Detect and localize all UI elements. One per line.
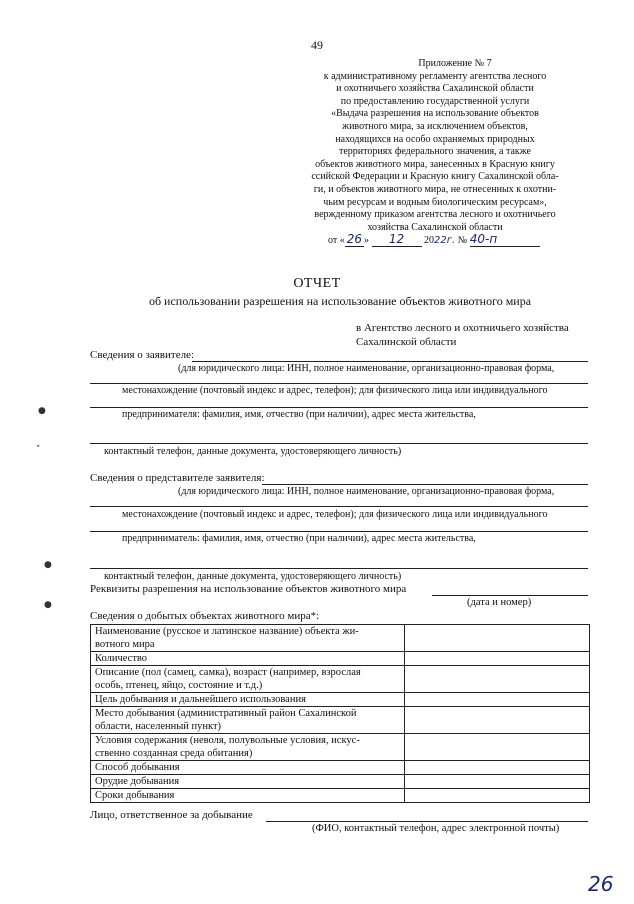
- table-cell-label: Сроки добывания: [91, 789, 405, 803]
- date-month-handwritten: 12: [372, 232, 422, 247]
- permit-label: Реквизиты разрешения на использование объектов животного мира: [90, 583, 407, 595]
- annex-line: ги, и объектов животного мира, не отнесенных к охотни-: [313, 183, 557, 195]
- table-cell-label: Орудие добывания: [91, 775, 405, 789]
- annex-line: животного мира, за исключением объектов,: [342, 120, 528, 132]
- representative-line-2: [90, 506, 588, 507]
- applicant-caption-1: (для юридического лица: ИНН, полное наименование, организационно-правовая форма,: [178, 363, 555, 374]
- table-row: [91, 625, 590, 652]
- table-cell-value[interactable]: [405, 693, 590, 707]
- representative-caption-2: местонахождение (почтовый индекс и адрес, телефон); для физического лица или индивидуального: [122, 509, 548, 520]
- table-row: [91, 707, 590, 734]
- representative-caption-3: предприниматель: фамилия, имя, отчество (при наличии), адрес места жительства,: [122, 533, 476, 544]
- applicant-field-line: [192, 361, 588, 362]
- table-cell-value[interactable]: [405, 666, 590, 693]
- report-title: ОТЧЕТ: [293, 276, 341, 291]
- annex-line: по предоставлению государственной услуги: [340, 95, 530, 107]
- table-row: [91, 789, 590, 803]
- table-cell-value[interactable]: [405, 625, 590, 652]
- annex-line: «Выдача разрешения на использование объектов: [331, 108, 539, 120]
- applicant-caption-2: местонахождение (почтовый индекс и адрес, телефон); для физического лица или индивидуального: [122, 385, 548, 396]
- number-prefix: №: [457, 235, 468, 246]
- agency-line: Сахалинской области: [356, 336, 457, 348]
- table-cell-label: Место добывания (административный район Сахалинской области, населенный пункт): [91, 707, 405, 734]
- responsible-label: Лицо, ответственное за добывание: [90, 809, 253, 821]
- annex-line: к административному регламенту агентства лесного: [323, 70, 547, 82]
- date-close: »: [364, 235, 370, 246]
- agency-line: в Агентство лесного и охотничьего хозяйства: [356, 322, 569, 334]
- applicant-label: Сведения о заявителе:: [90, 349, 195, 361]
- table-cell-label: Цель добывания и дальнейшего использования: [91, 693, 405, 707]
- margin-mark: ●: [44, 560, 52, 570]
- table-row: [91, 693, 590, 707]
- margin-mark: ●: [38, 406, 46, 416]
- table-cell-value[interactable]: [405, 775, 590, 789]
- applicant-caption-3: предпринимателя: фамилия, имя, отчество (при наличии), адрес места жительства,: [122, 409, 476, 420]
- annex-line: ссийской Федерации и Красную книгу Сахалинской обла-: [311, 171, 559, 183]
- table-cell-value[interactable]: [405, 789, 590, 803]
- page-number: 49: [311, 38, 323, 52]
- representative-label: Сведения о представителе заявителя:: [90, 472, 265, 484]
- table-cell-label: Описание (пол (самец, самка), возраст (например, взрослая особь, птенец, яйцо, состояние и т.д.): [91, 666, 405, 693]
- annex-title: Приложение № 7: [418, 58, 492, 69]
- permit-caption: (дата и номер): [467, 597, 532, 608]
- responsible-field-line: [266, 821, 588, 822]
- annex-line: находящихся на особо охраняемых природных: [335, 133, 535, 145]
- annex-line: вержденному приказом агентства лесного и охотничьего: [314, 209, 556, 221]
- margin-mark: ˅: [36, 445, 41, 455]
- date-year-prefix: 20: [424, 235, 435, 246]
- representative-line-4: [90, 568, 588, 569]
- table-cell-value[interactable]: [405, 707, 590, 734]
- applicant-line-2: [90, 383, 588, 384]
- applicant-line-3: [90, 407, 588, 408]
- annex-line: и охотничьего хозяйства Сахалинской области: [336, 83, 534, 95]
- annex-line: чьим ресурсам и водным биологическим ресурсам»,: [323, 196, 547, 208]
- table-cell-value[interactable]: [405, 734, 590, 761]
- table-row: [91, 666, 590, 693]
- agency-recipient: [356, 321, 569, 349]
- representative-caption-4: контактный телефон, данные документа, удостоверяющего личность): [104, 571, 402, 582]
- report-subtitle: об использовании разрешения на использование объектов животного мира: [148, 294, 532, 308]
- representative-field-line: [262, 484, 588, 485]
- representative-line-3: [90, 531, 588, 532]
- permit-field-line: [432, 595, 588, 596]
- annex-date-line: [328, 232, 540, 247]
- objects-label: Сведения о добытых объектах животного мира*:: [90, 610, 320, 622]
- table-row: [91, 775, 590, 789]
- representative-caption-1: (для юридического лица: ИНН, полное наименование, организационно-правовая форма,: [178, 486, 555, 497]
- date-year-handwritten: 22г.: [434, 235, 456, 246]
- applicant-caption-4: контактный телефон, данные документа, удостоверяющего личность): [104, 446, 402, 457]
- annex-line: территориях федерального значения, а также: [339, 146, 531, 158]
- margin-mark: ●: [44, 600, 52, 610]
- annex-line: хозяйства Сахалинской области: [367, 221, 503, 233]
- date-prefix: от «: [328, 235, 345, 246]
- annex-block: [300, 58, 570, 234]
- annex-line: объектов животного мира, занесенных в Красную книгу: [315, 158, 555, 170]
- applicant-line-4: [90, 443, 588, 444]
- number-handwritten: 40-п: [470, 232, 540, 247]
- table-cell-value[interactable]: [405, 652, 590, 666]
- table-cell-label: Наименование (русское и латинское название) объекта жи- вотного мира: [91, 625, 405, 652]
- table-row: [91, 734, 590, 761]
- table-cell-label: Способ добывания: [91, 761, 405, 775]
- responsible-caption: (ФИО, контактный телефон, адрес электронной почты): [312, 823, 560, 834]
- table-cell-label: Количество: [91, 652, 405, 666]
- table-cell-label: Условия содержания (неволя, полувольные условия, искус- ственно созданная среда обитания): [91, 734, 405, 761]
- table-row: [91, 652, 590, 666]
- table-row: [91, 761, 590, 775]
- sheet-number-handwritten: 26: [588, 872, 614, 896]
- table-cell-value[interactable]: [405, 761, 590, 775]
- objects-table: [90, 624, 590, 803]
- date-day-handwritten: 26: [346, 232, 363, 246]
